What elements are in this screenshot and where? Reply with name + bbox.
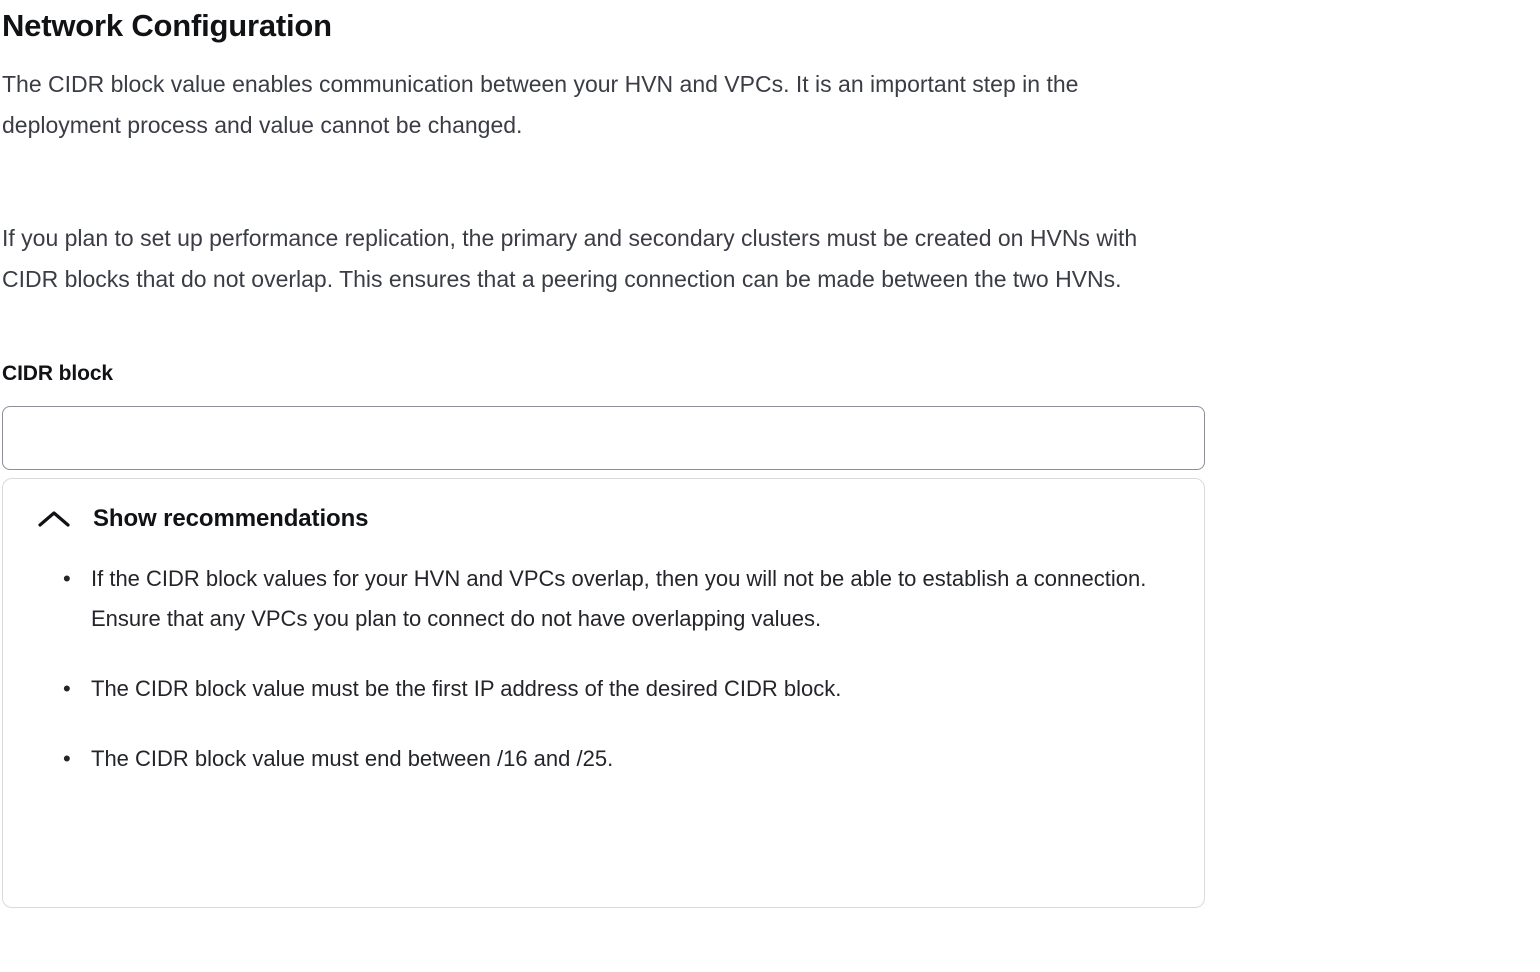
cidr-block-input[interactable] — [2, 406, 1205, 470]
recommendations-list — [37, 559, 1174, 779]
list-item: • The CIDR block value must be the first IP address of the desired CIDR block. — [59, 669, 1174, 709]
intro-paragraph-1: The CIDR block value enables communication between your HVN and VPCs. It is an important step in the deployment process and value cannot be changed. — [2, 71, 1079, 138]
show-recommendations-toggle[interactable] — [37, 505, 1174, 533]
recommendations-panel — [2, 478, 1205, 908]
chevron-up-icon — [37, 508, 71, 530]
list-item: • The CIDR block value must end between /16 and /25. — [59, 739, 1174, 779]
show-recommendations-label: Show recommendations — [93, 505, 369, 532]
intro-paragraph-2: If you plan to set up performance replication, the primary and secondary clusters must be created on HVNs with CIDR blocks that do not overlap. This ensures that a peering connection can be made between the two HVNs. — [2, 225, 1138, 292]
page-title: Network Configuration — [2, 8, 332, 43]
list-item: • If the CIDR block values for your HVN and VPCs overlap, then you will not be able to establish a connection. Ensure that any VPCs you plan to connect do not have overlapping values. — [59, 559, 1174, 639]
cidr-block-label: CIDR block — [2, 362, 114, 385]
